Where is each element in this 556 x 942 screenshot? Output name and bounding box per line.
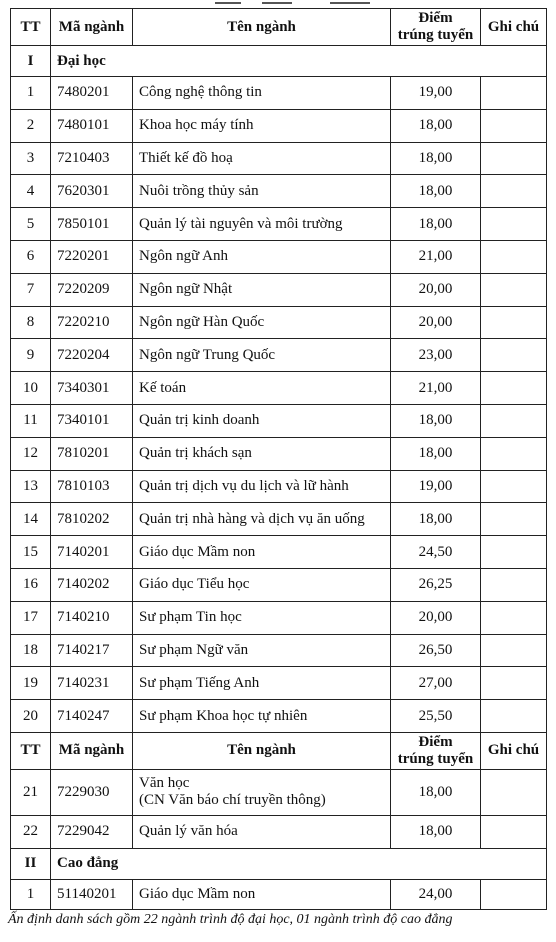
row-name: Kế toán [133, 372, 391, 405]
header-score [391, 9, 481, 46]
row-score: 27,00 [391, 667, 481, 700]
row-score: 18,00 [391, 503, 481, 536]
row-code: 7220210 [51, 306, 133, 339]
header-score-line2: trúng tuyển [397, 27, 474, 43]
row-code: 7810201 [51, 437, 133, 470]
row-note [481, 815, 547, 848]
row-tt: 17 [11, 601, 51, 634]
row-code: 51140201 [51, 879, 133, 909]
row-note [481, 77, 547, 110]
section-label: Đại học [51, 46, 547, 77]
row-tt: 3 [11, 142, 51, 175]
row-code: 7810103 [51, 470, 133, 503]
row-score: 18,00 [391, 769, 481, 815]
table-row [11, 372, 547, 405]
row-tt: 14 [11, 503, 51, 536]
row-code: 7140247 [51, 700, 133, 733]
header-score [391, 732, 481, 769]
table-row [11, 437, 547, 470]
header-score-line1: Điểm [418, 733, 453, 750]
row-name-line2: (CN Văn báo chí truyền thông) [139, 792, 326, 809]
row-score: 24,50 [391, 536, 481, 569]
row-code: 7140231 [51, 667, 133, 700]
table-row [11, 109, 547, 142]
row-code: 7220209 [51, 273, 133, 306]
row-score: 21,00 [391, 372, 481, 405]
row-score: 21,00 [391, 240, 481, 273]
footnote: Ấn định danh sách gồm 22 ngành trình độ đại học, 01 ngành trình độ cao đẳng [8, 912, 453, 927]
header-code: Mã ngành [51, 732, 133, 769]
header-score-line1: Điểm [418, 10, 453, 26]
row-name: Quản trị nhà hàng và dịch vụ ăn uống [133, 503, 391, 536]
row-name: Quản lý tài nguyên và môi trường [133, 208, 391, 241]
row-code: 7229030 [51, 769, 133, 815]
row-tt: 10 [11, 372, 51, 405]
table-row [11, 240, 547, 273]
row-score: 20,00 [391, 273, 481, 306]
row-name: Nuôi trồng thủy sản [133, 175, 391, 208]
row-code: 7220201 [51, 240, 133, 273]
row-code: 7480101 [51, 109, 133, 142]
header-note: Ghi chú [481, 732, 547, 769]
row-tt: 9 [11, 339, 51, 372]
header-tt: TT [11, 732, 51, 769]
admission-score-table [10, 8, 547, 910]
row-name: Ngôn ngữ Anh [133, 240, 391, 273]
table-row [11, 208, 547, 241]
row-note [481, 404, 547, 437]
row-note [481, 109, 547, 142]
row-code: 7810202 [51, 503, 133, 536]
row-score: 19,00 [391, 77, 481, 110]
row-name: Quản trị kinh doanh [133, 404, 391, 437]
table-row [11, 634, 547, 667]
row-score: 18,00 [391, 175, 481, 208]
table-row [11, 700, 547, 733]
row-tt: 2 [11, 109, 51, 142]
row-code: 7480201 [51, 77, 133, 110]
table-row [11, 306, 547, 339]
row-score: 18,00 [391, 109, 481, 142]
row-score: 18,00 [391, 142, 481, 175]
row-name: Quản lý văn hóa [133, 815, 391, 848]
row-note [481, 634, 547, 667]
row-score: 25,50 [391, 700, 481, 733]
row-code: 7140201 [51, 536, 133, 569]
table-row [11, 568, 547, 601]
row-code: 7140217 [51, 634, 133, 667]
row-note [481, 339, 547, 372]
row-tt: 20 [11, 700, 51, 733]
row-name: Khoa học máy tính [133, 109, 391, 142]
row-name: Ngôn ngữ Trung Quốc [133, 339, 391, 372]
header-name: Tên ngành [133, 9, 391, 46]
row-note [481, 240, 547, 273]
row-name: Sư phạm Tin học [133, 601, 391, 634]
row-code: 7850101 [51, 208, 133, 241]
row-code: 7140210 [51, 601, 133, 634]
section-number: II [11, 848, 51, 879]
row-note [481, 142, 547, 175]
row-tt: 8 [11, 306, 51, 339]
table-row [11, 404, 547, 437]
row-note [481, 536, 547, 569]
section-label: Cao đẳng [51, 848, 547, 879]
section-row-university [11, 46, 547, 77]
row-note [481, 175, 547, 208]
row-note [481, 769, 547, 815]
row-code: 7210403 [51, 142, 133, 175]
row-tt: 5 [11, 208, 51, 241]
row-code: 7340301 [51, 372, 133, 405]
row-name: Giáo dục Tiểu học [133, 568, 391, 601]
row-note [481, 208, 547, 241]
row-tt: 12 [11, 437, 51, 470]
row-name: Giáo dục Mầm non [133, 536, 391, 569]
header-name: Tên ngành [133, 732, 391, 769]
row-score: 18,00 [391, 208, 481, 241]
row-score: 24,00 [391, 879, 481, 909]
row-name-line1: Văn học [139, 775, 190, 792]
table-row [11, 601, 547, 634]
row-note [481, 470, 547, 503]
row-tt: 16 [11, 568, 51, 601]
row-name: Ngôn ngữ Hàn Quốc [133, 306, 391, 339]
row-tt: 4 [11, 175, 51, 208]
row-score: 23,00 [391, 339, 481, 372]
row-tt: 22 [11, 815, 51, 848]
row-name: Sư phạm Khoa học tự nhiên [133, 700, 391, 733]
row-name [133, 769, 391, 815]
row-name: Giáo dục Mầm non [133, 879, 391, 909]
row-tt: 7 [11, 273, 51, 306]
row-name: Sư phạm Tiếng Anh [133, 667, 391, 700]
table-header-row [11, 9, 547, 46]
row-tt: 1 [11, 77, 51, 110]
row-code: 7229042 [51, 815, 133, 848]
row-note [481, 437, 547, 470]
table-row [11, 879, 547, 909]
row-name: Công nghệ thông tin [133, 77, 391, 110]
table-row [11, 175, 547, 208]
table-row [11, 503, 547, 536]
row-tt: 21 [11, 769, 51, 815]
row-score: 19,00 [391, 470, 481, 503]
row-note [481, 503, 547, 536]
row-tt: 19 [11, 667, 51, 700]
row-note [481, 568, 547, 601]
row-note [481, 273, 547, 306]
table-row [11, 769, 547, 815]
row-tt: 18 [11, 634, 51, 667]
row-score: 18,00 [391, 815, 481, 848]
header-code: Mã ngành [51, 9, 133, 46]
row-name: Quản trị dịch vụ du lịch và lữ hành [133, 470, 391, 503]
row-name: Quản trị khách sạn [133, 437, 391, 470]
row-tt: 15 [11, 536, 51, 569]
row-note [481, 372, 547, 405]
row-code: 7340101 [51, 404, 133, 437]
row-name: Ngôn ngữ Nhật [133, 273, 391, 306]
header-tt: TT [11, 9, 51, 46]
table-row [11, 273, 547, 306]
table-row [11, 339, 547, 372]
row-tt: 11 [11, 404, 51, 437]
row-name: Thiết kế đồ hoạ [133, 142, 391, 175]
header-note: Ghi chú [481, 9, 547, 46]
row-tt: 6 [11, 240, 51, 273]
table-row [11, 142, 547, 175]
row-note [481, 306, 547, 339]
table-row [11, 667, 547, 700]
row-tt: 1 [11, 879, 51, 909]
section-row-college [11, 848, 547, 879]
section-number: I [11, 46, 51, 77]
row-score: 26,50 [391, 634, 481, 667]
row-tt: 13 [11, 470, 51, 503]
row-code: 7140202 [51, 568, 133, 601]
table-row [11, 536, 547, 569]
row-score: 18,00 [391, 437, 481, 470]
cropped-title-remnant [0, 0, 556, 8]
row-score: 26,25 [391, 568, 481, 601]
row-score: 20,00 [391, 601, 481, 634]
row-note [481, 667, 547, 700]
table-header-row-repeat [11, 732, 547, 769]
table-row [11, 815, 547, 848]
row-name: Sư phạm Ngữ văn [133, 634, 391, 667]
row-note [481, 700, 547, 733]
table-row [11, 77, 547, 110]
row-code: 7220204 [51, 339, 133, 372]
row-note [481, 879, 547, 909]
row-note [481, 601, 547, 634]
header-score-line2: trúng tuyển [397, 750, 474, 767]
table-row [11, 470, 547, 503]
row-code: 7620301 [51, 175, 133, 208]
row-score: 20,00 [391, 306, 481, 339]
row-score: 18,00 [391, 404, 481, 437]
